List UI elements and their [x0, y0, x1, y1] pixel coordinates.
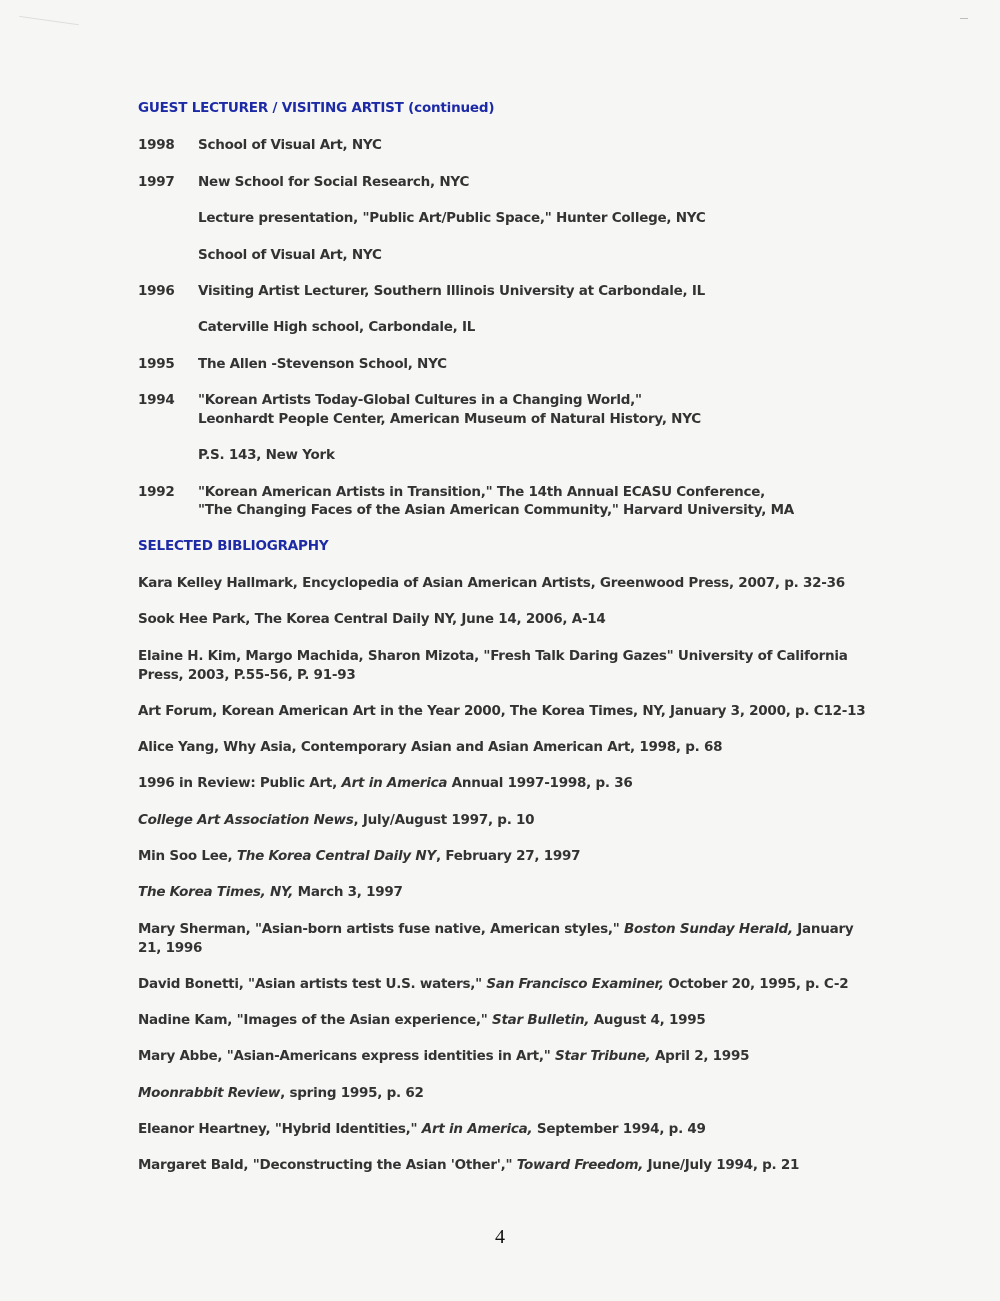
- bibliography-entry: David Bonetti, "Asian artists test U.S. waters," San Francisco Examiner, October 20, 1995, p. C-2: [138, 976, 849, 992]
- entry-year: 1997: [138, 174, 175, 190]
- entry-year: 1994: [138, 392, 175, 408]
- bibliography-entry: Moonrabbit Review, spring 1995, p. 62: [138, 1085, 424, 1101]
- section-heading-bibliography: SELECTED BIBLIOGRAPHY: [138, 538, 329, 554]
- bibliography-entry: Elaine H. Kim, Margo Machida, Sharon Mizota, "Fresh Talk Daring Gazes" University of California Press, 2003, P.55-56, P. 91-93: [138, 648, 848, 683]
- bibliography-entry: Kara Kelley Hallmark, Encyclopedia of Asian American Artists, Greenwood Press, 2007, p. 32-36: [138, 575, 845, 591]
- entry-text: "Korean Artists Today-Global Cultures in a Changing World,": [198, 392, 642, 408]
- bibliography-entry: Nadine Kam, "Images of the Asian experience," Star Bulletin, August 4, 1995: [138, 1012, 706, 1028]
- bibliography-entry: Alice Yang, Why Asia, Contemporary Asian and Asian American Art, 1998, p. 68: [138, 739, 723, 755]
- entry-text: New School for Social Research, NYC: [198, 174, 470, 190]
- entry-text: P.S. 143, New York: [198, 447, 335, 463]
- bibliography-entry: Sook Hee Park, The Korea Central Daily NY, June 14, 2006, A-14: [138, 611, 606, 627]
- entry-text-continued: Leonhardt People Center, American Museum of Natural History, NYC: [198, 411, 701, 427]
- scan-mark: [960, 18, 968, 19]
- bibliography-entry: Eleanor Heartney, "Hybrid Identities," Art in America, September 1994, p. 49: [138, 1121, 706, 1137]
- entry-text: School of Visual Art, NYC: [198, 137, 382, 153]
- section-heading-guest-lecturer: GUEST LECTURER / VISITING ARTIST (continued): [138, 100, 495, 116]
- entry-text: "Korean American Artists in Transition," The 14th Annual ECASU Conference,: [198, 484, 766, 500]
- bibliography-entry: 1996 in Review: Public Art, Art in America Annual 1997-1998, p. 36: [138, 775, 633, 791]
- entry-text: The Allen -Stevenson School, NYC: [198, 356, 447, 372]
- bibliography-entry: Min Soo Lee, The Korea Central Daily NY, February 27, 1997: [138, 848, 581, 864]
- bibliography-entry: Art Forum, Korean American Art in the Year 2000, The Korea Times, NY, January 3, 2000, p. C12-13: [138, 703, 866, 719]
- bibliography-entry: Mary Abbe, "Asian-Americans express identities in Art," Star Tribune, April 2, 1995: [138, 1048, 750, 1064]
- bibliography-entry: The Korea Times, NY, March 3, 1997: [138, 884, 403, 900]
- scan-smudge: [17, 16, 79, 39]
- entry-text-continued: "The Changing Faces of the Asian American Community," Harvard University, MA: [198, 502, 794, 518]
- page-number: 4: [495, 1226, 505, 1248]
- entry-text: Visiting Artist Lecturer, Southern Illinois University at Carbondale, IL: [198, 283, 705, 299]
- bibliography-entry: Margaret Bald, "Deconstructing the Asian 'Other'," Toward Freedom, June/July 1994, p. 21: [138, 1157, 800, 1173]
- entry-text: School of Visual Art, NYC: [198, 247, 382, 263]
- entry-year: 1996: [138, 283, 175, 299]
- entry-year: 1998: [138, 137, 175, 153]
- entry-text: Caterville High school, Carbondale, IL: [198, 319, 476, 335]
- bibliography-entry: Mary Sherman, "Asian-born artists fuse native, American styles," Boston Sunday Herald, January 21, 1996: [138, 921, 854, 956]
- entry-year: 1995: [138, 356, 175, 372]
- bibliography-entry: College Art Association News, July/August 1997, p. 10: [138, 812, 535, 828]
- entry-year: 1992: [138, 484, 175, 500]
- entry-text: Lecture presentation, "Public Art/Public Space," Hunter College, NYC: [198, 210, 706, 226]
